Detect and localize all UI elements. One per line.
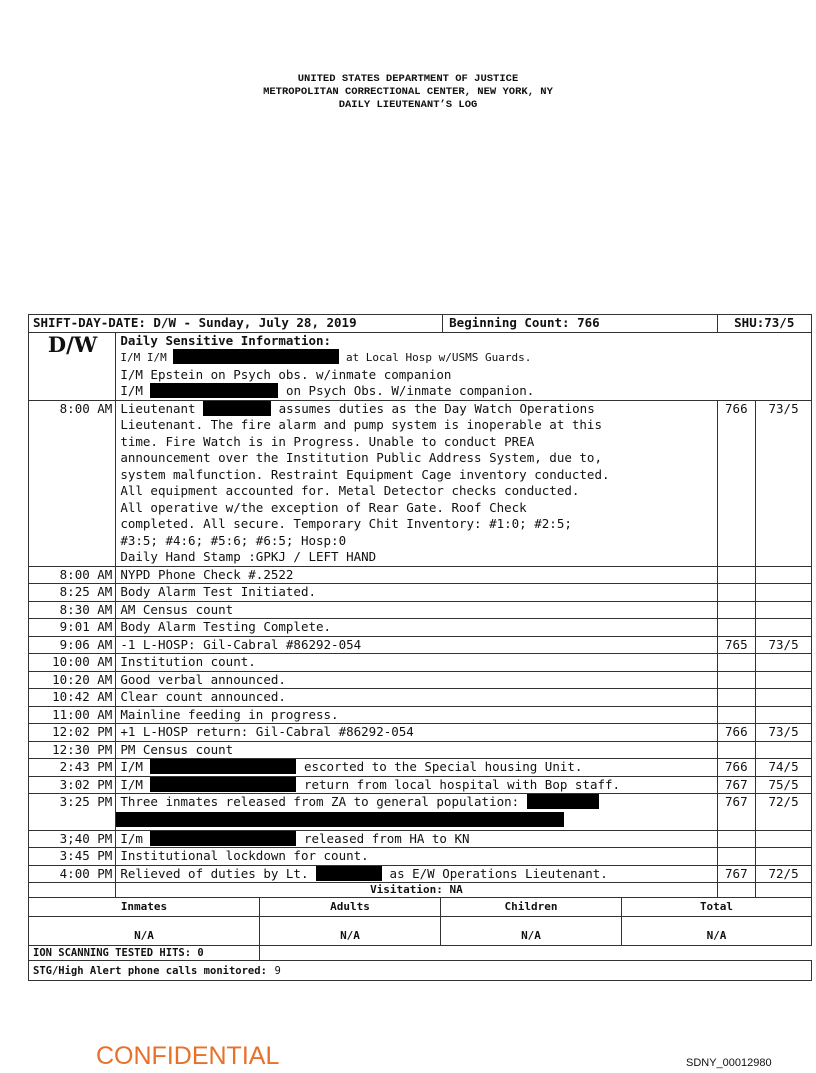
log-entry xyxy=(29,865,812,883)
entry-shu: 73/5 xyxy=(756,400,812,566)
entry-text-pre: Three inmates released from ZA to general population: xyxy=(120,794,520,809)
redaction-block xyxy=(150,759,296,774)
entry-line: All equipment accounted for. Metal Detector checks conducted. xyxy=(120,483,580,498)
entry-text: -1 L-HOSP: Gil-Cabral #86292-054 xyxy=(116,636,717,654)
entry-shu xyxy=(756,848,812,866)
redaction-block xyxy=(116,812,564,827)
vis-header-inmates: Inmates xyxy=(29,898,260,917)
redaction-block xyxy=(316,866,382,881)
entry-text xyxy=(116,794,717,831)
visitation-table xyxy=(28,897,812,946)
entry-text-pre: I/m xyxy=(120,830,143,846)
entry-shu xyxy=(756,741,812,759)
entry-time: 4:00 PM xyxy=(29,865,116,883)
entry-time: 10:42 AM xyxy=(29,689,116,707)
log-entry xyxy=(29,724,812,742)
redaction-block xyxy=(150,777,296,792)
entry-time: 3:25 PM xyxy=(29,794,116,831)
entry-shu xyxy=(756,566,812,584)
entry-count xyxy=(717,619,756,637)
entry-count xyxy=(717,689,756,707)
vis-value-children: N/A xyxy=(441,917,622,946)
stg-value: 9 xyxy=(274,965,281,977)
entry-text: Mainline feeding in progress. xyxy=(116,706,717,724)
entry-count: 766 xyxy=(717,724,756,742)
log-entry xyxy=(29,848,812,866)
entry-time: 12:30 PM xyxy=(29,741,116,759)
entry-text: Institution count. xyxy=(116,654,717,672)
entry-time: 8:00 AM xyxy=(29,566,116,584)
log-entry xyxy=(29,689,812,707)
stg-label: STG/High Alert phone calls monitored: xyxy=(33,965,267,977)
entry-text: +1 L-HOSP return: Gil-Cabral #86292-054 xyxy=(116,724,717,742)
entry-text-pre: Relieved of duties by Lt. xyxy=(120,865,309,881)
entry-shu: 75/5 xyxy=(756,776,812,794)
log-entry xyxy=(29,601,812,619)
ion-row xyxy=(29,946,812,961)
entry-count: 766 xyxy=(717,400,756,566)
sensitive-line3-post: on Psych Obs. W/inmate companion. xyxy=(285,383,535,398)
entry-text: Good verbal announced. xyxy=(116,671,717,689)
entry-count: 767 xyxy=(717,865,756,883)
sensitive-info xyxy=(116,332,812,400)
vis-header-adults: Adults xyxy=(260,898,441,917)
entry-count xyxy=(717,601,756,619)
entry-text-post: escorted to the Special housing Unit. xyxy=(303,759,583,774)
entry-text: Body Alarm Test Initiated. xyxy=(116,584,717,602)
entry-line: Daily Hand Stamp :GPKJ / LEFT HAND xyxy=(120,549,377,564)
shift-tag: D/W xyxy=(29,332,116,400)
stg-row xyxy=(29,961,812,981)
log-entry xyxy=(29,706,812,724)
entry-shu xyxy=(756,706,812,724)
entry-count: 767 xyxy=(717,776,756,794)
visitation-row xyxy=(29,883,812,898)
log-entry xyxy=(29,400,812,566)
beginning-count: Beginning Count: 766 xyxy=(442,315,600,332)
vis-header-total: Total xyxy=(622,898,812,917)
entry-text xyxy=(116,830,717,848)
entry-time: 11:00 AM xyxy=(29,706,116,724)
entry-shu xyxy=(756,584,812,602)
log-entry xyxy=(29,741,812,759)
entry-time: 10:20 AM xyxy=(29,671,116,689)
entry-text-post: released from HA to KN xyxy=(303,830,470,846)
summary-table xyxy=(28,945,812,981)
sensitive-line1-pre: I/M I/M xyxy=(120,351,167,364)
log-entry xyxy=(29,584,812,602)
entry-text-post: as E/W Operations Lieutenant. xyxy=(389,865,608,881)
entry-count: 765 xyxy=(717,636,756,654)
entry-count xyxy=(717,848,756,866)
log-entry xyxy=(29,566,812,584)
entry-line: completed. All secure. Temporary Chit Inventory: #1:0; #2:5; xyxy=(120,516,572,531)
log-entry xyxy=(29,776,812,794)
log-entry xyxy=(29,636,812,654)
entry-text xyxy=(116,776,717,794)
log-entry xyxy=(29,671,812,689)
entry-shu xyxy=(756,654,812,672)
header-log-title: DAILY LIEUTENANT’S LOG xyxy=(338,99,478,111)
entry-count xyxy=(717,584,756,602)
entry-count xyxy=(717,741,756,759)
sensitive-line2: I/M Epstein on Psych obs. w/inmate companion xyxy=(120,366,452,382)
entry-count xyxy=(717,566,756,584)
sensitive-title: Daily Sensitive Information: xyxy=(120,332,332,348)
bates-number: SDNY_00012980 xyxy=(686,1057,772,1069)
entry-time: 3:02 PM xyxy=(29,776,116,794)
shift-row xyxy=(29,315,812,333)
log-entry xyxy=(29,794,812,831)
entry-time: 2:43 PM xyxy=(29,759,116,777)
document-header xyxy=(0,73,816,112)
entry-count xyxy=(717,830,756,848)
confidential-stamp: CONFIDENTIAL xyxy=(96,1042,280,1070)
entry-count xyxy=(717,654,756,672)
entry-time: 8:00 AM xyxy=(29,400,116,566)
entry-shu xyxy=(756,619,812,637)
log-table xyxy=(28,314,812,898)
entry-time: 3;40 PM xyxy=(29,830,116,848)
entry-line: system malfunction. Restraint Equipment Cage inventory conducted. xyxy=(120,466,610,482)
entry-time: 8:25 AM xyxy=(29,584,116,602)
redaction-block xyxy=(150,383,278,398)
entry-text-pre: I/M xyxy=(120,759,143,774)
entry-text: NYPD Phone Check #.2522 xyxy=(116,566,717,584)
visitation-header-row xyxy=(29,898,812,917)
entry-time: 3:45 PM xyxy=(29,848,116,866)
entry-shu: 74/5 xyxy=(756,759,812,777)
sensitive-line3-pre: I/M xyxy=(120,383,143,398)
log-table-container xyxy=(28,314,812,981)
ion-scanning-label: ION SCANNING TESTED HITS: 0 xyxy=(29,946,260,961)
redaction-block xyxy=(203,401,271,416)
log-entry xyxy=(29,759,812,777)
entry-shu xyxy=(756,689,812,707)
entry-text xyxy=(116,400,717,566)
redaction-block xyxy=(150,831,296,846)
header-agency: UNITED STATES DEPARTMENT OF JUSTICE xyxy=(297,73,519,85)
entry-text: AM Census count xyxy=(116,601,717,619)
vis-header-children: Children xyxy=(441,898,622,917)
entry-time: 10:00 AM xyxy=(29,654,116,672)
entry-text-pre: I/M xyxy=(120,776,143,792)
sensitive-row xyxy=(29,332,812,400)
vis-value-inmates: N/A xyxy=(29,917,260,946)
entry-time: 9:01 AM xyxy=(29,619,116,637)
redaction-block xyxy=(173,349,339,364)
entry-count: 766 xyxy=(717,759,756,777)
entry-count: 767 xyxy=(717,794,756,831)
entry-time: 8:30 AM xyxy=(29,601,116,619)
entry-text: Clear count announced. xyxy=(116,689,717,707)
sensitive-line1-post: at Local Hosp w/USMS Guards. xyxy=(345,351,532,364)
entry-shu: 72/5 xyxy=(756,794,812,831)
header-facility: METROPOLITAN CORRECTIONAL CENTER, NEW YORK, NY xyxy=(263,86,553,98)
entry-text: PM Census count xyxy=(116,741,717,759)
entry-text-pre: Lieutenant xyxy=(120,400,196,416)
vis-value-adults: N/A xyxy=(260,917,441,946)
entry-text: Institutional lockdown for count. xyxy=(116,848,717,866)
entry-line: assumes duties as the Day Watch Operations xyxy=(278,400,595,416)
visitation-label: Visitation: NA xyxy=(116,883,717,898)
entry-count xyxy=(717,706,756,724)
shu-count: SHU:73/5 xyxy=(717,315,811,333)
vis-value-total: N/A xyxy=(622,917,812,946)
entry-time: 9:06 AM xyxy=(29,636,116,654)
entry-shu: 73/5 xyxy=(756,724,812,742)
entry-line: All operative w/the exception of Rear Gate. Roof Check xyxy=(120,499,527,515)
redaction-block xyxy=(527,794,599,809)
log-entry xyxy=(29,654,812,672)
entry-line: #3:5; #4:6; #5:6; #6:5; Hosp:0 xyxy=(120,532,347,548)
entry-text: Body Alarm Testing Complete. xyxy=(116,619,717,637)
entry-shu xyxy=(756,830,812,848)
entry-shu: 73/5 xyxy=(756,636,812,654)
entry-line: time. Fire Watch is in Progress. Unable to conduct PREA xyxy=(120,433,535,449)
entry-time: 12:02 PM xyxy=(29,724,116,742)
entry-shu: 72/5 xyxy=(756,865,812,883)
log-entry xyxy=(29,830,812,848)
entry-line: announcement over the Institution Public Address System, due to, xyxy=(120,450,602,465)
entry-line: Lieutenant. The fire alarm and pump system is inoperable at this xyxy=(120,417,602,432)
entry-text-post: return from local hospital with Bop staff. xyxy=(303,776,621,792)
entry-shu xyxy=(756,671,812,689)
log-entry xyxy=(29,619,812,637)
entry-text xyxy=(116,865,717,883)
shift-date: SHIFT-DAY-DATE: D/W - Sunday, July 28, 2019 xyxy=(33,315,357,330)
visitation-value-row xyxy=(29,917,812,946)
entry-shu xyxy=(756,601,812,619)
entry-count xyxy=(717,671,756,689)
entry-text xyxy=(116,759,717,777)
